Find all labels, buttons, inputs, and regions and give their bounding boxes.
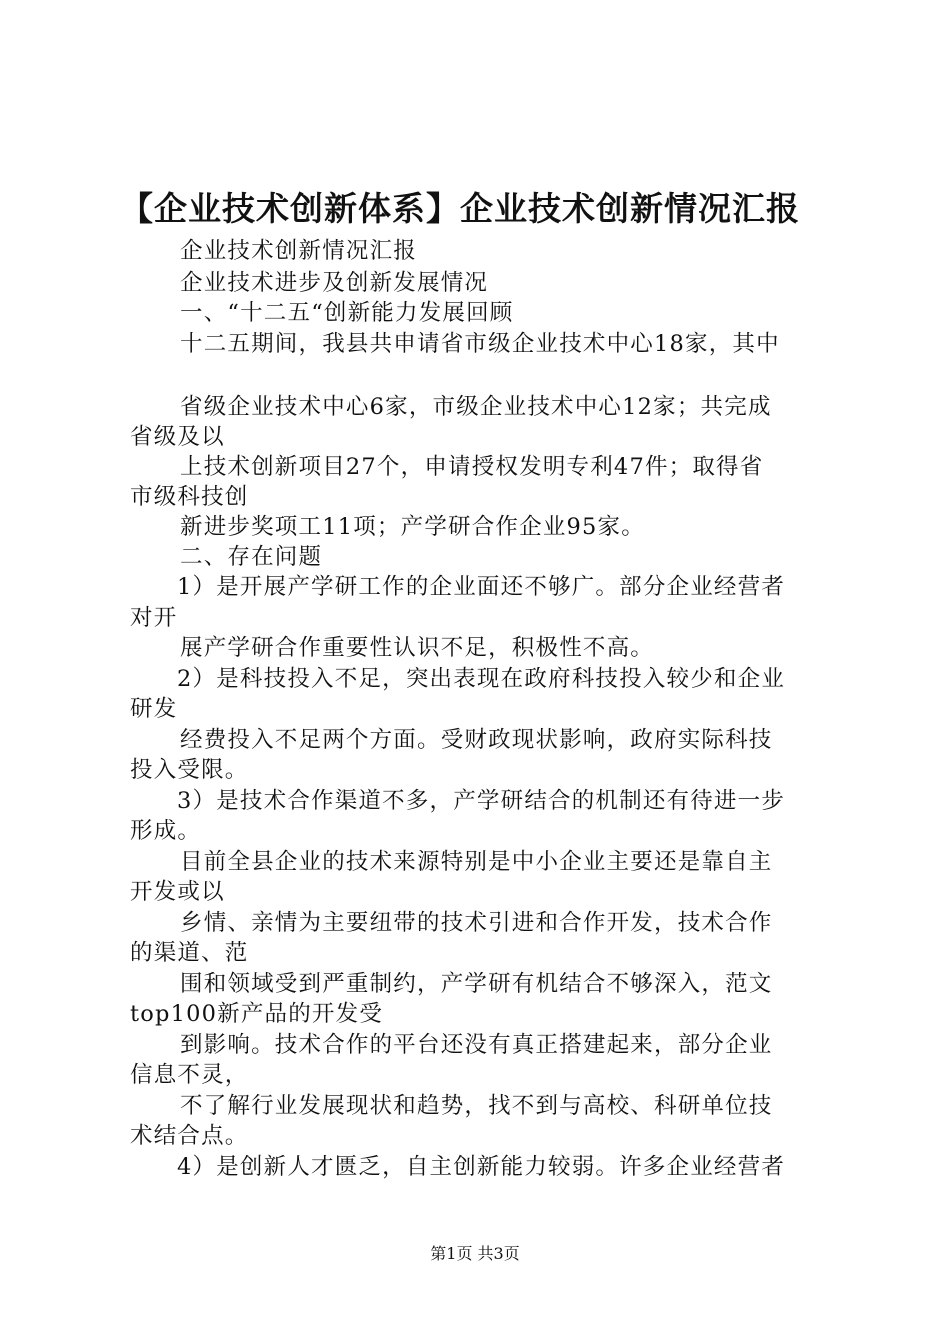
paragraph-line: 的渠道、范 xyxy=(130,940,249,966)
paragraph-line: 3）是技术合作渠道不多，产学研结合的机制还有待进一步 xyxy=(177,788,786,814)
paragraph-line: 围和领域受到严重制约，产学研有机结合不够深入，范文 xyxy=(180,971,773,997)
paragraph-line: 2）是科技投入不足，突出表现在政府科技投入较少和企业 xyxy=(177,666,786,692)
paragraph-line: 到影响。技术合作的平台还没有真正搭建起来，部分企业 xyxy=(180,1032,773,1058)
paragraph-line: 研发 xyxy=(130,696,178,722)
paragraph-line: 乡情、亲情为主要纽带的技术引进和合作开发，技术合作 xyxy=(180,910,773,936)
paragraph-line: 十二五期间，我县共申请省市级企业技术中心18家，其中 xyxy=(180,331,780,357)
paragraph-line: 信息不灵， xyxy=(130,1062,249,1088)
paragraph-line: 企业技术进步及创新发展情况 xyxy=(180,270,489,296)
paragraph-line: 4）是创新人才匮乏，自主创新能力较弱。许多企业经营者 xyxy=(177,1154,786,1180)
paragraph-line: 1）是开展产学研工作的企业面还不够广。部分企业经营者 xyxy=(177,574,786,600)
paragraph-line: 企业技术创新情况汇报 xyxy=(180,238,418,264)
paragraph-line: 投入受限。 xyxy=(130,757,249,783)
paragraph-line: 省级企业技术中心6家，市级企业技术中心12家；共完成 xyxy=(180,394,772,420)
paragraph-line: 开发或以 xyxy=(130,879,225,905)
paragraph-line: 术结合点。 xyxy=(130,1123,249,1149)
document-title: 【企业技术创新体系】企业技术创新情况汇报 xyxy=(120,189,800,228)
page-footer: 第1页 共3页 xyxy=(430,1244,520,1263)
paragraph-line: 不了解行业发展现状和趋势，找不到与高校、科研单位技 xyxy=(180,1093,773,1119)
paragraph-line: 省级及以 xyxy=(130,424,225,450)
paragraph-line: 目前全县企业的技术来源特别是中小企业主要还是靠自主 xyxy=(180,849,773,875)
paragraph-line: top100新产品的开发受 xyxy=(130,1001,384,1027)
paragraph-line: 对开 xyxy=(130,605,178,631)
paragraph-line: 形成。 xyxy=(130,818,202,844)
paragraph-line: 展产学研合作重要性认识不足，积极性不高。 xyxy=(180,635,655,661)
paragraph-line: 市级科技创 xyxy=(130,484,249,510)
paragraph-line: 新进步奖项工11项；产学研合作企业95家。 xyxy=(180,514,645,540)
paragraph-line: 一、“十二五“创新能力发展回顾 xyxy=(180,300,514,326)
paragraph-line: 上技术创新项目27个，申请授权发明专利47件；取得省 xyxy=(180,454,764,480)
paragraph-line: 二、存在问题 xyxy=(180,544,323,570)
paragraph-line: 经费投入不足两个方面。受财政现状影响，政府实际科技 xyxy=(180,727,773,753)
